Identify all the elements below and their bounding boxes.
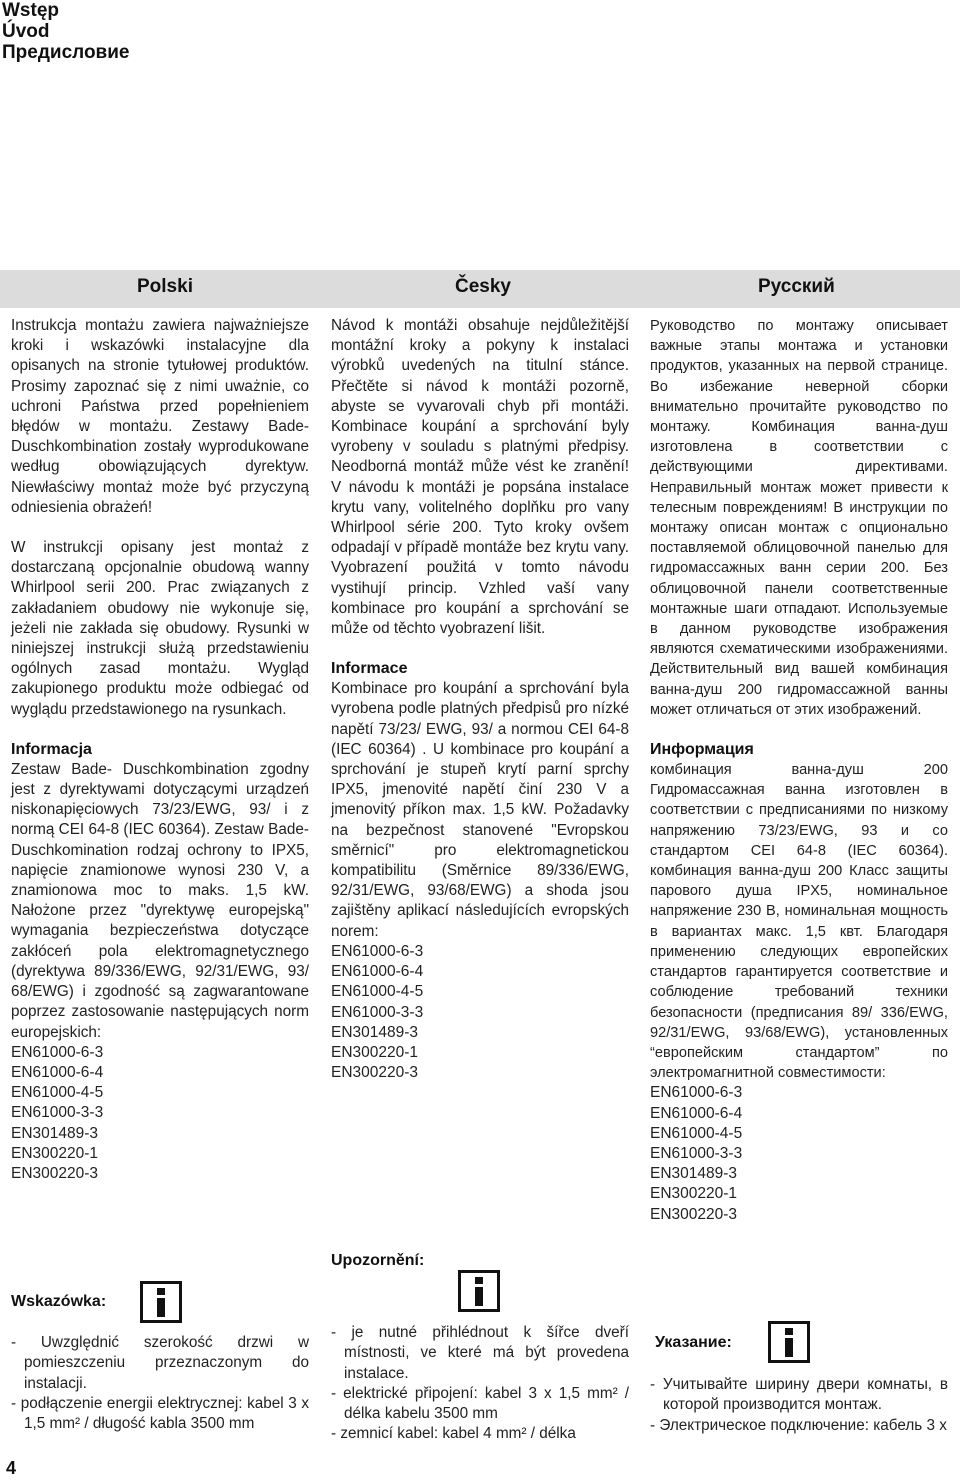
note-item: - Электрическое подключение: кабель 3 x	[650, 1416, 947, 1434]
notes-russian	[650, 1375, 948, 1436]
info-paragraph: Kombinace pro koupání a sprchování byla vyrobena podle platných předpisů pro nízké napětí 73/23/ EWG, 93/ a normou CEI 64-8 (IEC 60364) . U kombinace pro koupání a sprchování je stupeň krytí parní sprchy IPX5, jmenovité napětí činí 230 V a jmenovitý příkon max. 1,5 kW. Požadavky na bezpečnost stanovené "Evropskou směrnicí" pro elektromagnetickou kompatibilitu (Směrnice 89/336/EWG, 92/31/EWG, 93/68/EWG) a shoda jsou zajištěny aplikací následujících evropských norem:	[331, 680, 629, 940]
column-polish	[11, 316, 309, 1184]
intro-paragraph: Руководство по монтажу описывает важные этапы монтажа и установки продуктов, указанных на первой странице. Во избежание неверной сборки внимательно прочитайте руководство по монтажу. Комбинация ванна-душ изготовлена в соответствии с действующими директивами. Неправильный монтаж может привести к телесным повреждениям! В инструкции по монтажу описан монтаж с опционально поставляемой облицовочной панелью для гидромассажных ванн серии 200. Без облицовочной панели соответственные монтажные шаги отпадают. Используемые в данном руководстве изображения являются схематическими изображениями. Действительный вид вашей комбинация ванна-душ 200 гидромассажной ванны может отличаться от этих изображений.	[650, 318, 948, 718]
list-item: EN300220-3	[331, 1064, 419, 1082]
info-heading: Informace	[331, 660, 408, 678]
list-item: EN61000-6-3	[650, 1084, 743, 1102]
list-item: EN61000-3-3	[11, 1104, 104, 1122]
title-russian: Предисловие	[2, 42, 130, 63]
language-label-czech: Česky	[455, 276, 511, 297]
list-item: EN300220-1	[650, 1185, 738, 1203]
standards-list	[11, 1043, 309, 1184]
list-item: EN61000-4-5	[331, 983, 424, 1001]
language-label-polish: Polski	[137, 276, 193, 297]
list-item: EN300220-3	[11, 1164, 99, 1182]
intro-paragraph: Návod k montáži obsahuje nejdůležitější montážní kroky a pokyny k instalaci výrobků uvedených na titulní stánce. Přečtěte si návod k montáži pozorně, abyste se vyvarovali chyb při montáži. Kombinace koupání a sprchování byly vyrobeny v souladu s platnými předpisy. Neodborná montáž může vést ke zranění! V návodu k montáži je popsána instalace krytu vany, volitelného doplňku pro vany Whirlpool série 200. Tyto kroky ovšem odpadají v případě montáže bez krytu vany. Vyobrazení použitá v tomto návodu vystihují princip. Vzhled vaší vany kombinace pro koupání a sprchování se může od těchto vyobrazení lišit.	[331, 317, 629, 638]
column-russian	[650, 316, 948, 1225]
notes-czech	[331, 1323, 629, 1445]
list-item: EN301489-3	[11, 1124, 99, 1142]
page-titles	[2, 0, 130, 63]
list-item: EN300220-1	[331, 1043, 419, 1061]
list-item: EN61000-6-4	[331, 963, 424, 981]
list-item: EN300220-3	[650, 1205, 738, 1223]
list-item: EN301489-3	[331, 1023, 419, 1041]
info-paragraph: комбинация ванна-душ 200 Гидромассажная ванна изготовлен в соответствии с предписаниями по низкому напряжению 73/23/EWG, 93 и со стандартом CEI 64-8 (IEC 60364). комбинация ванна-душ 200 Класс защиты парового душа IPX5, номинальное напряжение 230 В, номинальная мощность в вариантах макс. 1,5 квт. Благодаря применению следующих европейских стандартов гарантируется соответствие и соблюдение требований техники безопасности (предписания 89/ 336/EWG, 92/31/EWG, 93/68/EWG), установленных “европейским стандартом” по электромагнитной совместимости:	[650, 762, 948, 1082]
info-icon	[768, 1321, 810, 1363]
note-label-russian: Указание:	[655, 1334, 732, 1351]
notes-polish	[11, 1333, 309, 1434]
note-label-czech: Upozornění:	[331, 1252, 425, 1269]
list-item: EN61000-6-3	[11, 1043, 104, 1061]
title-czech: Úvod	[2, 21, 50, 42]
body-paragraph: W instrukcji opisany jest montaż z dostarczaną opcjonalnie obudową wanny Whirlpool serii 200. Prac związanych z zakładaniem obudowy nie wykonuje się, jeżeli nie zakłada się obudowy. Rysunki w niniejszej instrukcji służą przedstawieniu ogólnych zasad montażu. Wygląd zakupionego produktu może odbiegać od wyglądu przedstawionego na rysunkach.	[11, 539, 309, 718]
info-icon	[458, 1270, 500, 1312]
list-item: EN301489-3	[650, 1165, 738, 1183]
note-item: - podłączenie energii elektrycznej: kabel 3 x 1,5 mm² / długość kabla 3500 mm	[11, 1394, 309, 1433]
list-item: EN61000-6-4	[650, 1104, 743, 1122]
note-item: - Учитывайте ширину двери комнаты, в которой производится монтаж.	[650, 1376, 948, 1414]
list-item: EN61000-3-3	[331, 1003, 424, 1021]
page-number: 4	[6, 1458, 17, 1478]
standards-list	[650, 1083, 948, 1224]
list-item: EN61000-4-5	[11, 1084, 104, 1102]
list-item: EN61000-4-5	[650, 1124, 743, 1142]
note-item: - zemnicí kabel: kabel 4 mm² / délka	[331, 1425, 576, 1443]
list-item: EN300220-1	[11, 1144, 99, 1162]
note-item: - elektrické připojení: kabel 3 x 1,5 mm² / délka kabelu 3500 mm	[331, 1384, 629, 1423]
note-item: - Uwzględnić szerokość drzwi w pomieszczeniu przeznaczonym do instalacji.	[11, 1334, 309, 1392]
column-czech	[331, 316, 629, 1083]
list-item: EN61000-3-3	[650, 1144, 743, 1162]
note-label-polish: Wskazówka:	[11, 1293, 107, 1310]
info-paragraph: Zestaw Bade- Duschkombination zgodny jest z dyrektywami dotyczącymi urządzeń niskonapięciowych 73/23/EWG, 93/ i z normą CEI 64-8 (IEC 60364). Zestaw Bade- Duschkomination rodzaj ochrony to IPX5, napięcie znamionowe wynosi 230 V, a znamionowa moc to maks. 1,5 kW. Nałożone przez "dyrektywę europejską" wymagania bezpieczeństwa dotyczące zakłóceń pola elektromagnetycznego (dyrektywa 89/336/EWG, 92/31/EWG, 93/ 68/EWG) i zgodność są zagwarantowane poprzez zastosowanie następujących norm europejskich:	[11, 760, 309, 1041]
list-item: EN61000-6-4	[11, 1063, 104, 1081]
title-polish: Wstęp	[2, 0, 59, 21]
note-item: - je nutné přihlédnout k šířce dveří místnosti, ve které má být provedena instalace.	[331, 1324, 629, 1382]
intro-paragraph: Instrukcja montażu zawiera najważniejsze kroki i wskazówki instalacyjne dla opisanych na stronie tytułowej produktów. Prosimy zapoznać się z nimi uważnie, co uchroni Państwa przed popełnieniem błędów w montażu. Zestawy Bade-Duschkombination zostały wyprodukowane według obowiązujących dyrektyw. Niewłaściwy montaż może być przyczyną odniesienia obrażeń!	[11, 317, 309, 516]
info-heading: Информация	[650, 741, 754, 759]
language-label-russian: Русский	[758, 276, 835, 297]
info-icon	[140, 1281, 182, 1323]
list-item: EN61000-6-3	[331, 942, 424, 960]
standards-list	[331, 942, 629, 1083]
info-heading: Informacja	[11, 740, 92, 758]
